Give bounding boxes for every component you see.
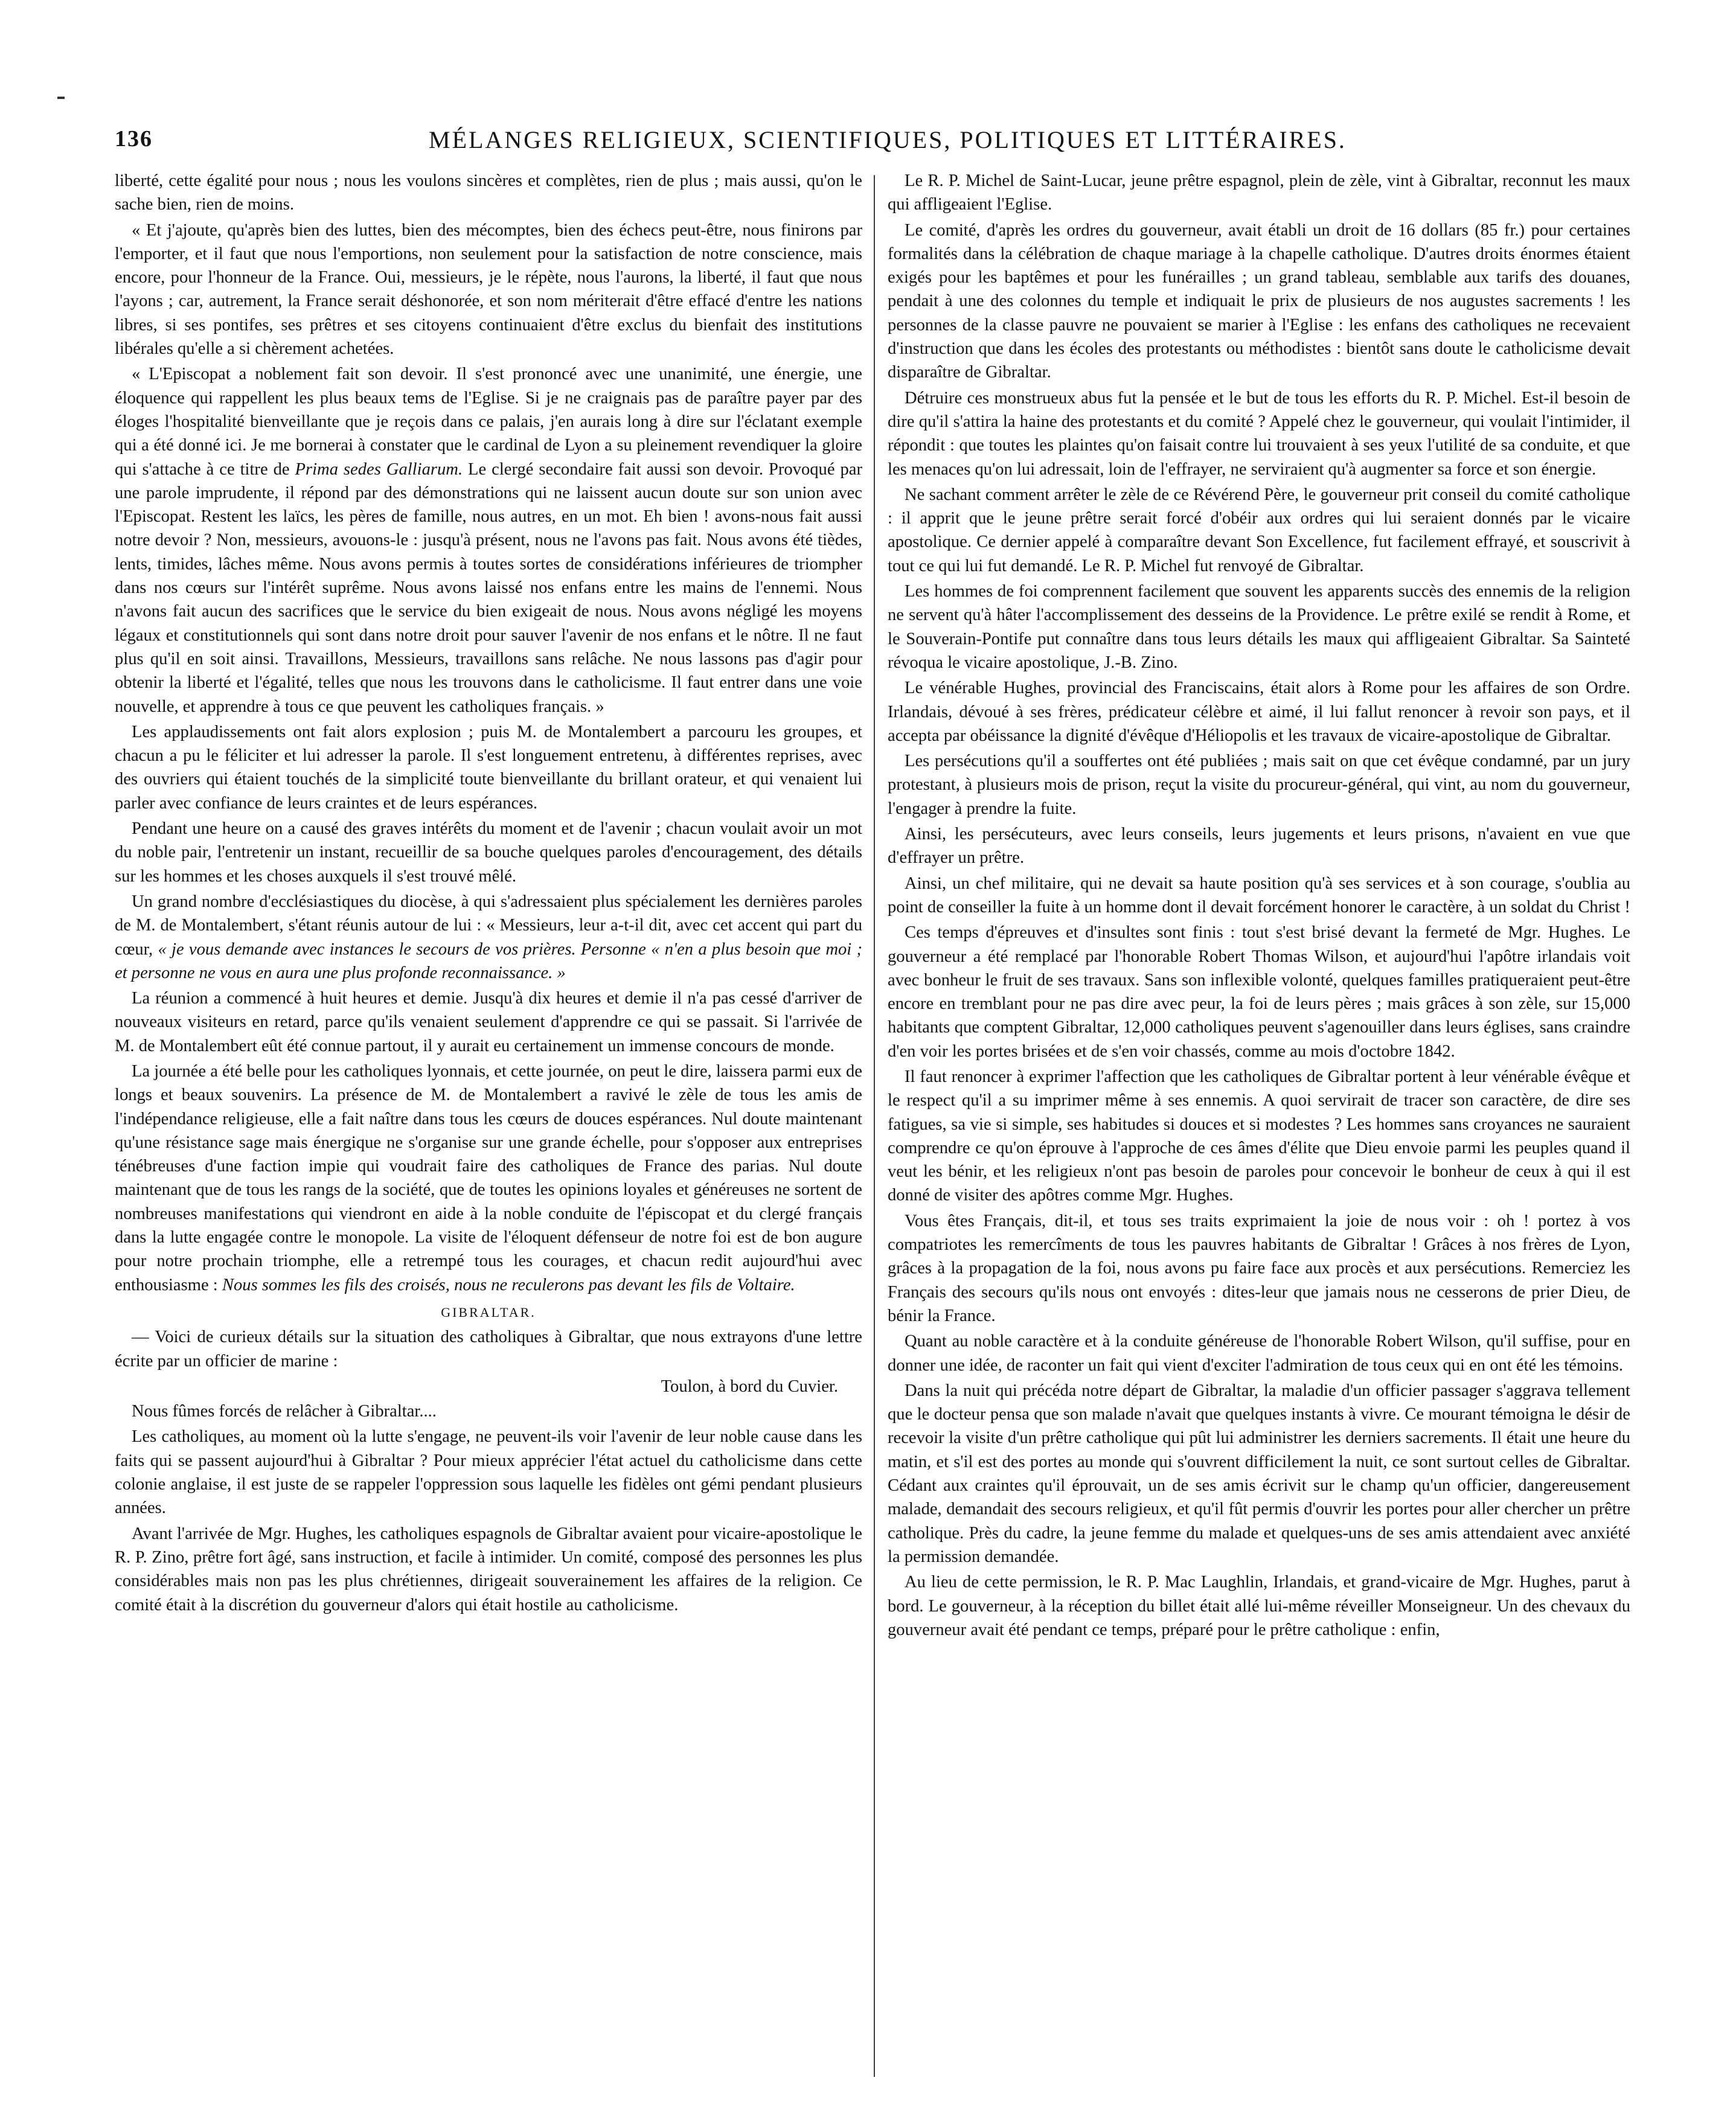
italic-quote: Nous sommes les fils des croisés, nous ne reculerons pas devant les fils de Voltaire.	[222, 1275, 795, 1294]
paragraph: Ne sachant comment arrêter le zèle de ce Révérend Père, le gouverneur prit conseil du comité catholique : il apprit que le jeune prêtre serait forcé d'obéir aux ordres qui lui seraient donnés par le vicaire apostolique. Ce dernier appelé à comparaître devant Son Excellence, fut facilement effrayé, et souscrivit à tout ce qui lui fut demandé. Le R. P. Michel fut renvoyé de Gibraltar.	[888, 485, 1630, 575]
paragraph: Au lieu de cette permission, le R. P. Mac Laughlin, Irlandais, et grand-vicaire de Mgr. Hughes, parut à bord. Le gouverneur, à la réception du billet était allé lui-même réveiller Monseigneur. Un des chevaux du gouverneur avait été pendant ce temps, préparé pour le prêtre catholique : enfin,	[888, 1573, 1630, 1639]
paragraph	[115, 1060, 862, 1297]
paragraph: Il faut renoncer à exprimer l'affection que les catholiques de Gibraltar portent à leur vénérable évêque et le respect qu'il a su imprimer même à ses ennemis. A quoi servirait de tracer son caractère, de dire ses fatigues, sa vie si simple, ses habitudes si douces et si modestes ? Les hommes sans croyances ne sauraient comprendre ce qu'on éprouve à l'approche de ces âmes d'élite que Dieu envoie parmi les peuples quand il veut les bénir, et les religieux n'ont pas besoin de paroles pour concevoir le bonheur de ceux à qui il est donné de visiter des apôtres comme Mgr. Hughes.	[888, 1067, 1630, 1205]
paragraph: Les hommes de foi comprennent facilement que souvent les apparents succès des ennemis de la religion ne servent qu'à hâter l'accomplissement des desseins de la Providence. Le prêtre exilé se rendit à Rome, et le Souverain-Pontife put connaître dans tous leurs détails les maux qui affligeaient Gibraltar. Sa Sainteté révoqua le vicaire apostolique, J.-B. Zino.	[888, 582, 1630, 672]
paragraph: Les catholiques, au moment où la lutte s'engage, ne peuvent-ils voir l'avenir de leur noble cause dans les faits qui se passent aujourd'hui à Gibraltar ? Pour mieux apprécier l'état actuel du catholicisme dans cette colonie anglaise, il est juste de se rappeler l'oppression sous laquelle les fidèles ont gémi pendant plusieurs années.	[115, 1427, 862, 1518]
letter-signature: Toulon, à bord du Cuvier.	[661, 1377, 838, 1396]
paragraph: Ces temps d'épreuves et d'insultes sont finis : tout s'est brisé devant la fermeté de Mgr. Hughes. Le gouverneur a été remplacé par l'honorable Robert Thomas Wilson, et aujourd'hui l'apôtre irlandais voit avec bonheur le fruit de ses travaux. Sans son inflexible volonté, quelques familles pratiqueraient peut-être encore en tremblant pour ne pas dire avec peur, la foi de leurs pères ; mais grâces à son zèle, sur 15,000 habitants que comptent Gibraltar, 12,000 catholiques peuvent s'agenouiller dans leurs églises, sans craindre d'en voir les portes brisées et de s'en voir chassés, comme au mois d'octobre 1842.	[888, 923, 1630, 1061]
paragraph: Ainsi, les persécuteurs, avec leurs conseils, leurs jugements et leurs prisons, n'avaient en vue que d'effrayer un prêtre.	[888, 825, 1630, 868]
page-number: 136	[115, 126, 153, 152]
paragraph: Les applaudissements ont fait alors explosion ; puis M. de Montalembert a parcouru les groupes, et chacun a pu le féliciter et lui adresser la parole. Il s'est longuement entretenu, à différentes reprises, avec des ouvriers qui étaient touchés de la simplicité toute bienveillante du brillant orateur, et qui venaient lui parler avec confiance de leurs craintes et de leurs espérances.	[115, 722, 862, 813]
section-heading: GIBRALTAR.	[441, 1304, 536, 1320]
paragraph: Quant au noble caractère et à la conduite généreuse de l'honorable Robert Wilson, qu'il suffise, pour en donner une idée, de raconter un fait qui vient d'exciter l'admiration de tous ceux qui en ont été les témoins.	[888, 1332, 1630, 1375]
paragraph-text: « L'Episcopat a noblement fait son devoir. Il s'est prononcé avec une unanimité, une énergie, une éloquence qui rappellent les plus beaux tems de l'Eglise. Si je ne craignais pas de paraître payer par des éloges l'hospitalité bienveillante que je reçois dans ce palais, j'en aurais long à dire sur l'éclatant exemple qui a été donné ici. Je me bornerai à constater que le cardinal de Lyon a su pleinement revendiquer la gloire qui s'attache à ce titre de	[115, 365, 862, 479]
paragraph: Avant l'arrivée de Mgr. Hughes, les catholiques espagnols de Gibraltar avaient pour vicaire-apostolique le R. P. Zino, prêtre fort âgé, sans instruction, et facile à intimider. Un comité, composé des personnes les plus considérables mais non pas les plus chrétiennes, dirigeait souverainement les affaires de la religion. Ce comité était à la discrétion du gouverneur d'alors qui était hostile au catholicisme.	[115, 1524, 862, 1614]
paragraph: Ainsi, un chef militaire, qui ne devait sa haute position qu'à ses services et à son courage, s'oublia au point de conseiller la fuite à un homme dont il devait forcément honorer le caractère, à un soldat du Christ !	[888, 874, 1630, 917]
right-column	[888, 169, 1630, 2095]
paragraph: « Et j'ajoute, qu'après bien des luttes, bien des mécomptes, bien des échecs peut-être, nous finirons par l'emporter, et il faut que nous l'emportions, non seulement pour la satisfaction de notre conscience, mais encore, pour l'honneur de la France. Oui, messieurs, je le répète, nous l'aurons, la liberté, il faut que nous l'ayons ; car, autrement, la France serait déshonorée, et son nom mériterait d'être effacé d'entre les nations libres, si ses pontifes, ses prêtres et ses citoyens continuaient d'être exclus du bienfait des institutions libérales qu'elle a si chèrement achetées.	[115, 220, 862, 359]
paragraph: liberté, cette égalité pour nous ; nous les voulons sincères et complètes, rien de plus ; mais aussi, qu'on le sache bien, rien de moins.	[115, 171, 862, 214]
left-column	[115, 169, 862, 2095]
paragraph: — Voici de curieux détails sur la situation des catholiques à Gibraltar, que nous extrayons d'une lettre écrite par un officier de marine :	[115, 1328, 862, 1371]
paragraph-text: Un grand nombre d'ecclésiastiques du diocèse, à qui s'adressaient plus spécialement les dernières paroles de M. de Montalembert, s'étant réunis autour de lui : « Messieurs, leur a-t-il dit, avec cet accent qui part du cœur,	[115, 892, 862, 959]
paragraph: Détruire ces monstrueux abus fut la pensée et le but de tous les efforts du R. P. Michel. Est-il besoin de dire qu'il s'attira la haine des protestants et du comité ? Appelé chez le gouverneur, qui voulait l'intimider, il répondit : que toutes les plaintes qu'on faisait contre lui trouvaient à ses yeux l'utilité de sa conduite, et que les menaces qu'on lui adressait, loin de l'effrayer, ne serviraient qu'à augmenter sa force et son énergie.	[888, 388, 1630, 479]
paragraph: Le comité, d'après les ordres du gouverneur, avait établi un droit de 16 dollars (85 fr.) pour certaines formalités dans la célébration de chaque mariage à la chapelle catholique. D'autres droits énormes étaient exigés pour les baptêmes et pour les funérailles ; un grand tableau, semblable aux tarifs des douanes, pendait à une des colonnes du temple et indiquait le prix de plusieurs de nos augustes sacrements ! les personnes de la classe pauvre ne pouvaient se marier à l'Eglise : les enfans des catholiques ne recevaient d'instruction que dans les écoles des protestants ou méthodistes : bientôt sans doute le catholicisme devait disparaître de Gibraltar.	[888, 220, 1630, 382]
paragraph: Pendant une heure on a causé des graves intérêts du moment et de l'avenir ; chacun voulait avoir un mot du noble pair, l'entretenir un instant, recueillir de sa bouche quelques paroles d'encouragement, des détails sur les hommes et les choses auxquels il s'est trouvé mêlé.	[115, 819, 862, 886]
paragraph-text: La journée a été belle pour les catholiques lyonnais, et cette journée, on peut le dire, laissera parmi eux de longs et beaux souvenirs. La présence de M. de Montalembert a ravivé le zèle de tous les amis de l'indépendance religieuse, elle a fait naître dans tous les cœurs de douces espérances. Nul doute maintenant qu'une résistance sage mais énergique ne s'organise sur une grande échelle, pour s'opposer aux entreprises ténébreuses d'une faction impie qui voudrait faire des catholiques de France des parias. Nul doute maintenant que de tous les rangs de la société, que de toutes les opinions loyales et généreuses ne sortent de nombreuses manifestations qui viendront en aide à la noble conduite de l'épiscopat et du clergé français dans la lutte engagée contre le monopole. La visite de l'éloquent défenseur de notre foi est de bon augure pour notre prochain triomphe, elle a retrempé tous les courages, et chacun redit aujourd'hui avec enthousiasme :	[115, 1061, 862, 1294]
page-header	[115, 126, 1630, 162]
paragraph: Le vénérable Hughes, provincial des Franciscains, était alors à Rome pour les affaires de son Ordre. Irlandais, dévoué à ses frères, prédicateur célèbre et aimé, il lui fallut renoncer à revoir son pays, et il accepta par obéissance la dignité d'évêque d'Héliopolis et les travaux de vicaire-apostolique de Gibraltar.	[888, 679, 1630, 745]
paragraph	[115, 362, 862, 718]
paragraph: Dans la nuit qui précéda notre départ de Gibraltar, la maladie d'un officier passager s'aggrava tellement que le docteur pensa que son malade n'avait que quelques instants à vivre. Ce mourant témoigna le désir de recevoir la visite d'un prêtre catholique qui pût lui administrer les derniers sacrements. Il était une heure du matin, et s'il est des portes au monde qui s'ouvrent difficilement la nuit, ce sont surtout celles de Gibraltar. Cédant aux craintes qu'il éprouvait, un de ses amis écrivit sur le champ qu'un officier, dangereusement malade, demandait des secours religieux, et qu'il fût permis d'ouvrir les portes pour aller chercher un prêtre catholique. Près du cadre, la jeune femme du malade et quelques-uns de ses amis attendaient avec anxiété la permission demandée.	[888, 1381, 1630, 1566]
paragraph: La réunion a commencé à huit heures et demie. Jusqu'à dix heures et demie il n'a pas cessé d'arriver de nouveaux visiteurs en retard, parce qu'ils venaient seulement d'apprendre ce qui se passait. Si l'arrivée de M. de Montalembert eût été connue partout, il y aurait eu certainement un immense concours de monde.	[115, 989, 862, 1055]
italic-quote: « je vous demande avec instances le secours de vos prières. Personne « n'en a plus besoin que moi ; et personne ne vous en aura une plus profonde reconnaissance. »	[115, 939, 862, 982]
italic-text: Prima sedes Galliarum.	[295, 459, 463, 479]
running-title: MÉLANGES RELIGIEUX, SCIENTIFIQUES, POLITIQUES ET LITTÉRAIRES.	[429, 126, 1347, 153]
paragraph: Les persécutions qu'il a souffertes ont été publiées ; mais sait on que cet évêque condamné, par un jury protestant, à plusieurs mois de prison, reçut la visite du procureur-général, qui vint, au nom du gouverneur, l'engager à prendre la fuite.	[888, 752, 1630, 818]
column-divider	[874, 175, 875, 2077]
paragraph	[115, 890, 862, 985]
paragraph: Vous êtes Français, dit-il, et tous ses traits exprimaient la joie de nous voir : oh ! portez à vos compatriotes les remercîments de tous les pauvres habitants de Gibraltar ! Grâces à nos frères de Lyon, grâces à la propagation de la foi, nous avons pu faire face aux procès et aux persécutions. Remerciez les Français des secours qu'ils nous ont envoyés : dites-leur que jamais nous ne cesserons de prier Dieu, de bénir la France.	[888, 1211, 1630, 1325]
paragraph: Nous fûmes forcés de relâcher à Gibraltar....	[132, 1402, 437, 1421]
paragraph-text: Le clergé secondaire fait aussi son devoir. Provoqué par une parole imprudente, il répond par des démonstrations qui ne laissent aucun doute sur son union avec l'Episcopat. Restent les laïcs, les pères de famille, nous autres, en un mot. Eh bien ! avons-nous fait aussi notre devoir ? Non, messieurs, avouons-le : jusqu'à présent, nous ne l'avons pas fait. Nous avons été tièdes, lents, timides, lâches même. Nous avons permis à toutes sortes de considérations inférieures de triompher dans nos cœurs sur l'intérêt suprême. Nous avons laissé nos enfans entre les mains de l'ennemi. Nous n'avons fait aucun des sacrifices que le service du bien exigeait de nous. Nous avons négligé les moyens légaux et constitutionnels qui sont dans notre droit pour sauver l'avenir de nos enfans et le nôtre. Il ne faut plus qu'il en soit ainsi. Travaillons, Messieurs, travaillons sans relâche. Ne nous lassons pas d'agir pour obtenir la liberté et l'égalité, telles que nous les trouvons dans le catholicisme. Il faut entrer dans une voie nouvelle, et apprendre à tous ce que peuvent les catholiques français. »	[115, 459, 862, 716]
page-mark	[57, 97, 65, 99]
paragraph: Le R. P. Michel de Saint-Lucar, jeune prêtre espagnol, plein de zèle, vint à Gibraltar, reconnut les maux qui affligeaient l'Eglise.	[888, 171, 1630, 214]
